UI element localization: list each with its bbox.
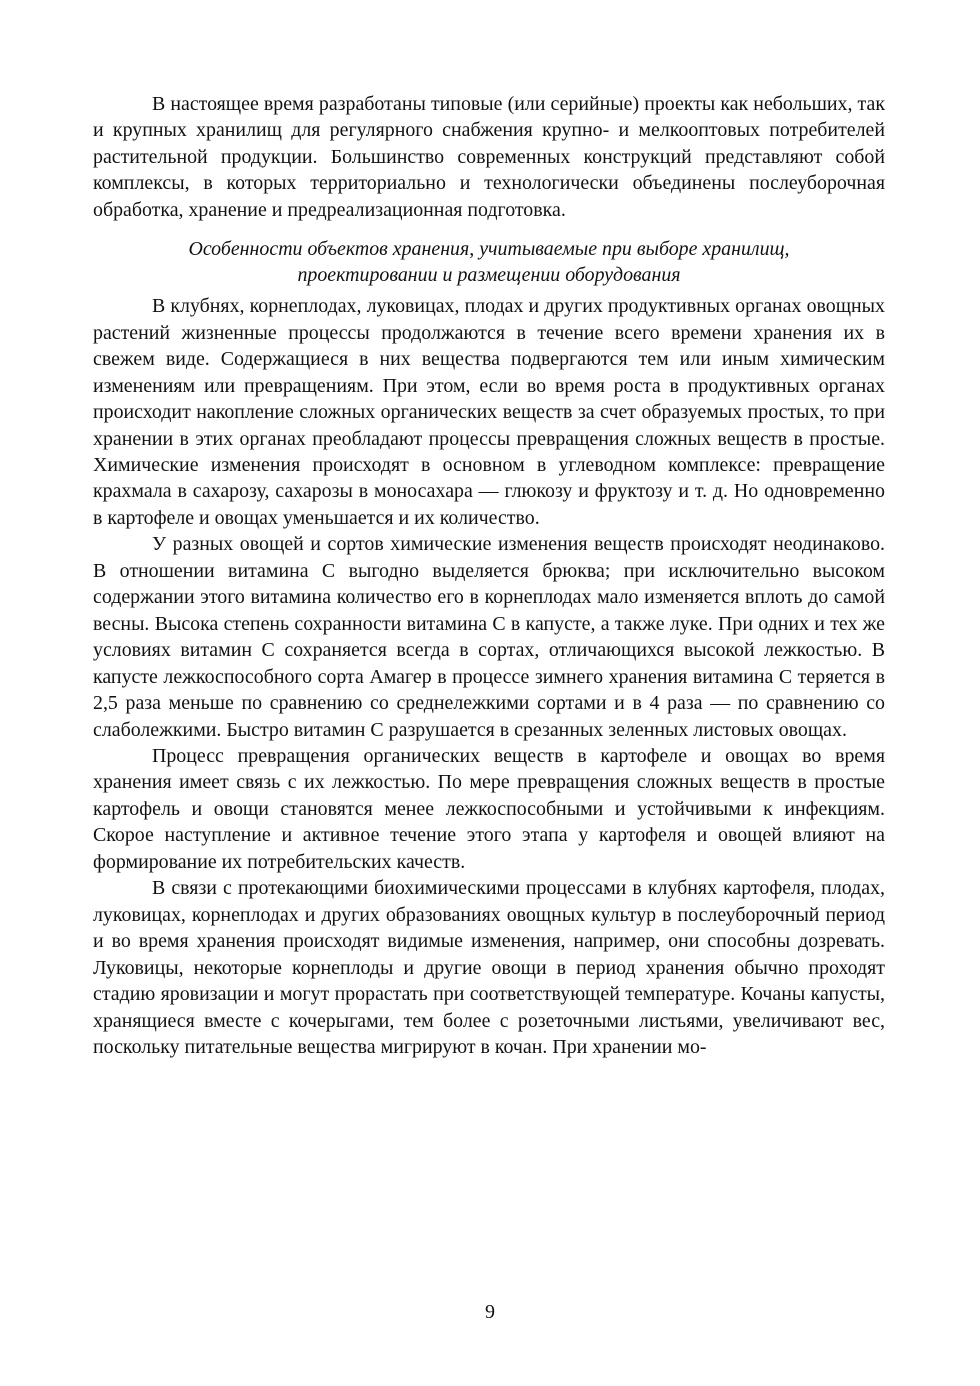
paragraph-biochemical: В связи с протекающими биохимическими процессами в клубнях картофеля, плодах, луковицах, корнеплодах и других образованиях овощных культур в послеуборочный период и во время хранения происходят видимые изменения, например, они способны дозревать. Луковицы, некоторые корнеплоды и другие овощи в период хранения обычно проходят стадию яровизации и могут прорастать при соответствующей температуре. Кочаны капусты, хранящиеся вместе с кочерыгами, тем более с розеточными листьями, увеличивают вес, поскольку питательные вещества мигрируют в кочан. При хранении мо- <box>93 877 885 1058</box>
section-heading-line-1: Особенности объектов хранения, учитываемые при выборе хранилищ, <box>188 238 790 261</box>
page-body <box>93 91 885 1060</box>
section-heading-line-2: проектировании и размещении оборудования <box>297 264 681 287</box>
section-heading <box>93 236 885 288</box>
intro-paragraph: В настоящее время разработаны типовые (или серийные) проекты как небольших, так и крупных хранилищ для регулярного снабжения крупно- и мелкооптовых потребителей растительной продукции. Большинство современных конструкций представляют собой комплексы, в которых территориально и технологически объединены послеуборочная обработка, хранение и предреализационная подготовка. <box>93 93 885 221</box>
paragraph-storage-quality: Процесс превращения органических веществ в картофеле и овощах во время хранения имеет связь с их лежкостью. По мере превращения сложных веществ в простые картофель и овощи становятся менее лежкоспособными и устойчивыми к инфекциям. Скорое наступление и активное течение этого этапа у картофеля и овощей влияют на формирование их потребительских качеств. <box>93 744 885 873</box>
paragraph-vitamin-c: У разных овощей и сортов химические изменения веществ происходят неодинаково. В отношении витамина С выгодно выделяется брюква; при исключительно высоком содержании этого витамина количество его в корнеплодах мало изменяется вплоть до самой весны. Высока степень сохранности витамина С в капусте, а также луке. При одних и тех же условиях витамин С сохраняется всегда в сортах, отличающихся высокой лежкостью. В капусте лежкоспособного сорта Амагер в процессе зимнего хранения витамина С теряется в 2,5 раза меньше по сравнению со среднележкими сортами и в 4 раза — по сравнению со слаболежкими. Быстро витамин С разрушается в срезанных зеленных листовых овощах. <box>93 533 885 741</box>
page-number: 9 <box>485 1301 495 1323</box>
paragraph-tubers: В клубнях, корнеплодах, луковицах, плодах и других продуктивных органах овощных растений жизненные процессы продолжаются в течение всего времени хранения их в свежем виде. Содержащиеся в них вещества подвергаются тем или иным химическим изменениям или превращениям. При этом, если во время роста в продуктивных органах происходит накопление сложных органических веществ за счет образуемых простых, то при хранении в этих органах преобладают процессы превращения сложных веществ в простые. Химические изменения происходят в основном в углеводном комплексе: превращение крахмала в сахарозу, сахарозы в моносахара — глюкозу и фруктозу и т. д. Но одновременно в картофеле и овощах уменьшается и их количество. <box>93 295 885 529</box>
